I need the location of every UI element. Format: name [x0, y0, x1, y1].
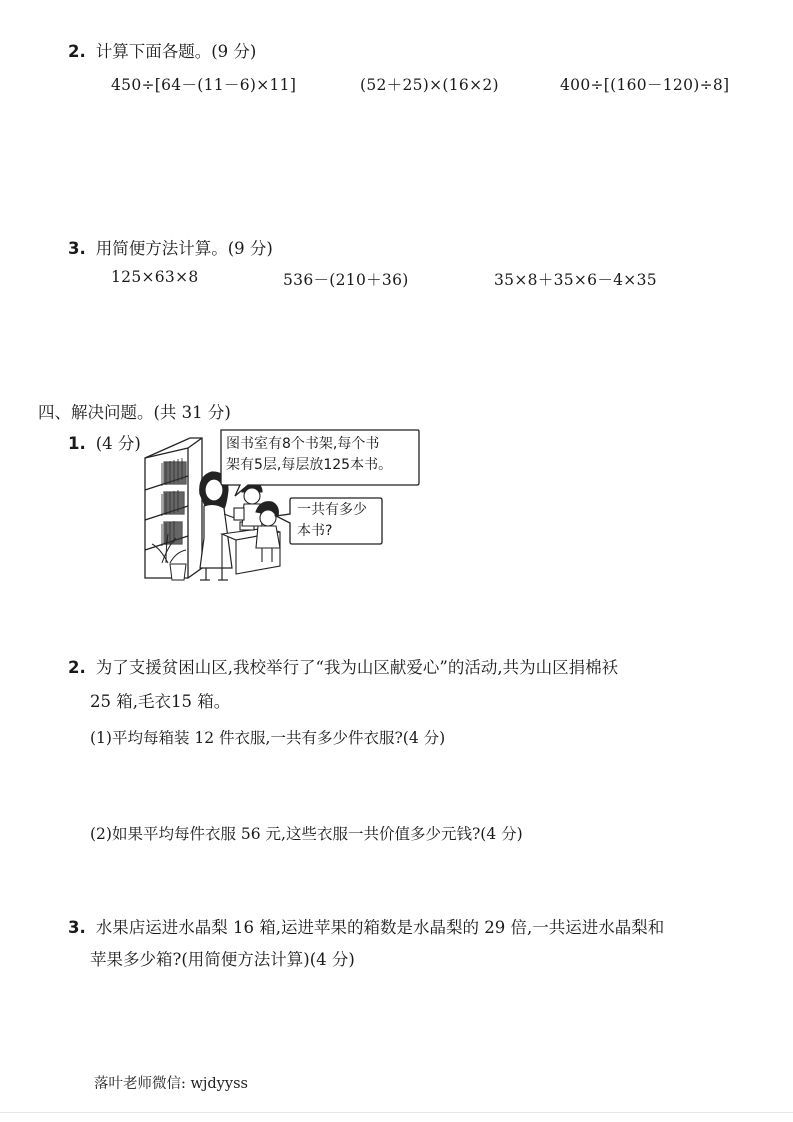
speech-bubble-1-text — [226, 434, 392, 476]
expression: 35×8＋35×6－4×35 — [494, 271, 657, 289]
page-edge-divider — [0, 1112, 793, 1113]
question-text: 水果店运进水晶梨 16 箱,运进苹果的箱数是水晶梨的 29 倍,一共运进水晶梨和 — [95, 918, 665, 937]
problem-3-line-1 — [68, 912, 664, 944]
footer-note: 落叶老师微信: wjdyyss — [94, 1076, 248, 1092]
question-number: 3. — [68, 239, 86, 258]
question-text: 为了支援贫困山区,我校举行了“我为山区献爱心”的活动,共为山区捐棉袄 — [95, 658, 619, 677]
bubble-line: 图书室有8个书架,每个书 — [226, 436, 380, 452]
section-title: 四、解决问题。(共 31 分) — [38, 403, 231, 422]
problem-2-sub-2: (2)如果平均每件衣服 56 元,这些衣服一共价值多少元钱?(4 分) — [90, 825, 523, 843]
question-3-title — [68, 235, 273, 259]
bubble-line: 一共有多少 — [297, 502, 367, 518]
question-number: 2. — [68, 42, 86, 61]
problem-2-line-1 — [68, 652, 618, 684]
expression: (52＋25)×(16×2) — [360, 76, 499, 94]
expression: 536－(210＋36) — [283, 271, 409, 289]
question-number: 3. — [68, 918, 86, 937]
problem-2-line-2: 25 箱,毛衣15 箱。 — [90, 692, 231, 711]
bubble-line: 本书? — [297, 523, 333, 539]
question-text: 计算下面各题。(9 分) — [95, 42, 257, 61]
question-number: 1. — [68, 434, 86, 453]
bubble-line: 架有5层,每层放125本书。 — [226, 457, 393, 473]
question-text: 用简便方法计算。(9 分) — [95, 239, 273, 258]
problem-1-title — [68, 430, 141, 454]
expression: 125×63×8 — [111, 268, 199, 286]
speech-bubble-2-text — [297, 500, 367, 542]
question-number: 2. — [68, 658, 86, 677]
expression: 400÷[(160－120)÷8] — [560, 76, 730, 94]
teacher-figure — [200, 472, 240, 580]
question-2-title — [68, 38, 256, 62]
problem-2-sub-1: (1)平均每箱装 12 件衣服,一共有多少件衣服?(4 分) — [90, 729, 446, 747]
expression: 450÷[64－(11－6)×11] — [111, 76, 297, 94]
question-score: (4 分) — [95, 434, 141, 453]
problem-3-line-2: 苹果多少箱?(用简便方法计算)(4 分) — [90, 950, 355, 969]
